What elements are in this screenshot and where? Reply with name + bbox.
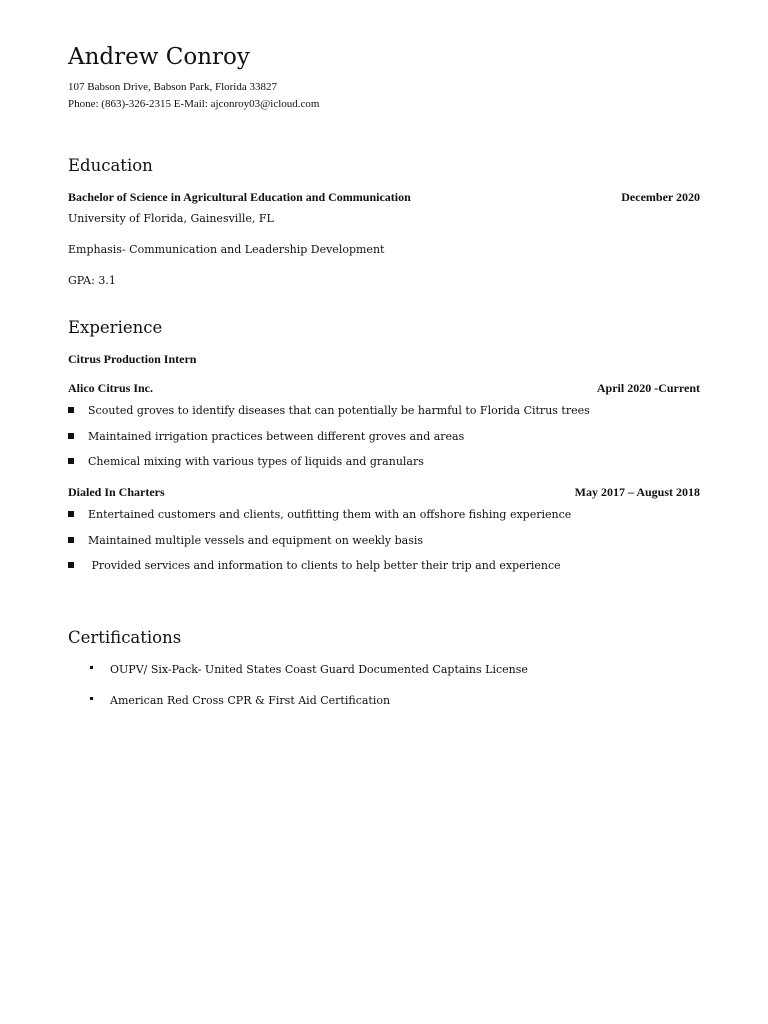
list-item: Scouted groves to identify diseases that can potentially be harmful to Florida Citrus trees [68, 404, 590, 417]
certifications-heading: Certifications [68, 628, 182, 647]
company-dates: May 2017 – August 2018 [574, 485, 700, 499]
list-item: Maintained multiple vessels and equipment on weekly basis [68, 534, 423, 547]
list-item: Maintained irrigation practices between different groves and areas [68, 430, 464, 443]
education-heading: Education [68, 156, 153, 175]
square-bullet-icon [68, 562, 74, 568]
address-line: 107 Babson Drive, Babson Park, Florida 33827 [68, 81, 277, 93]
bullet-icon [90, 666, 93, 669]
square-bullet-icon [68, 537, 74, 543]
square-bullet-icon [68, 407, 74, 413]
list-item: OUPV/ Six-Pack- United States Coast Guard Documented Captains License [90, 663, 528, 676]
list-item: Entertained customers and clients, outfitting them with an offshore fishing experience [68, 508, 571, 521]
list-item: American Red Cross CPR & First Aid Certification [90, 694, 390, 707]
list-item: Provided services and information to clients to help better their trip and experience [68, 559, 561, 572]
square-bullet-icon [68, 458, 74, 464]
degree-title: Bachelor of Science in Agricultural Education and Communication [68, 190, 411, 204]
emphasis-line: Emphasis- Communication and Leadership Development [68, 243, 385, 256]
bullet-icon [90, 697, 93, 700]
company-name: Dialed In Charters [68, 485, 165, 499]
square-bullet-icon [68, 433, 74, 439]
job-title: Citrus Production Intern [68, 352, 197, 366]
candidate-name: Andrew Conroy [68, 44, 250, 70]
degree-date: December 2020 [621, 190, 700, 204]
contact-line: Phone: (863)-326-2315 E-Mail: ajconroy03@icloud.com [68, 98, 320, 110]
square-bullet-icon [68, 511, 74, 517]
company-dates: April 2020 -Current [596, 381, 700, 395]
company-name: Alico Citrus Inc. [68, 381, 153, 395]
experience-heading: Experience [68, 318, 163, 337]
gpa-line: GPA: 3.1 [68, 274, 116, 287]
school-name: University of Florida, Gainesville, FL [68, 212, 274, 225]
list-item: Chemical mixing with various types of liquids and granulars [68, 455, 424, 468]
